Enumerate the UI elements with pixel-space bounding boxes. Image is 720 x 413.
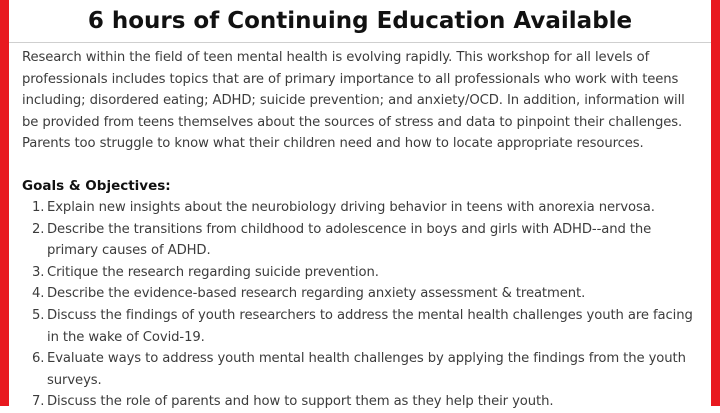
list-item xyxy=(22,283,704,305)
intro-paragraph: Research within the field of teen mental health is evolving rapidly. This workshop for all levels of professionals includes topics that are of primary importance to all professionals who work with teens including; disordered eating; ADHD; suicide prevention; and anxiety/OCD. In addition, information will be provided from teens themselves about the sources of stress and data to pinpoint their challenges. Parents too struggle to know what their children need and how to locate appropriate resources. xyxy=(22,50,685,152)
list-item-text: Describe the transitions from childhood to adolescence in boys and girls with ADHD--and the primary causes of ADHD. xyxy=(47,221,652,259)
list-item-number: 6. xyxy=(32,351,45,367)
list-item-number: 5. xyxy=(32,307,45,323)
goals-heading: Goals & Objectives: xyxy=(22,178,171,194)
list-item xyxy=(22,219,704,262)
list-item xyxy=(22,262,704,284)
list-item-text: Describe the evidence-based research regarding anxiety assessment & treatment. xyxy=(47,286,586,302)
list-item-number: 2. xyxy=(32,221,45,237)
list-item xyxy=(22,305,704,348)
list-item-text: Discuss the findings of youth researchers to address the mental health challenges youth are facing in the wake of Covid-19. xyxy=(47,307,693,345)
list-item-number: 3. xyxy=(32,264,45,280)
list-item-text: Discuss the role of parents and how to support them as they help their youth. xyxy=(47,394,554,410)
list-item-number: 4. xyxy=(32,286,45,302)
list-item-text: Explain new insights about the neurobiology driving behavior in teens with anorexia nervosa. xyxy=(47,200,655,215)
goals-list xyxy=(22,197,704,413)
list-item-number: 7. xyxy=(32,394,45,410)
list-item xyxy=(22,197,704,219)
list-item-number: 1. xyxy=(32,200,45,215)
list-item xyxy=(22,348,704,391)
list-item-text: Critique the research regarding suicide prevention. xyxy=(47,264,379,280)
list-item-text: Evaluate ways to address youth mental health challenges by applying the findings from the youth surveys. xyxy=(47,351,686,388)
title-divider xyxy=(9,42,711,43)
page-title: 6 hours of Continuing Education Available xyxy=(87,8,633,34)
list-item xyxy=(22,391,704,413)
